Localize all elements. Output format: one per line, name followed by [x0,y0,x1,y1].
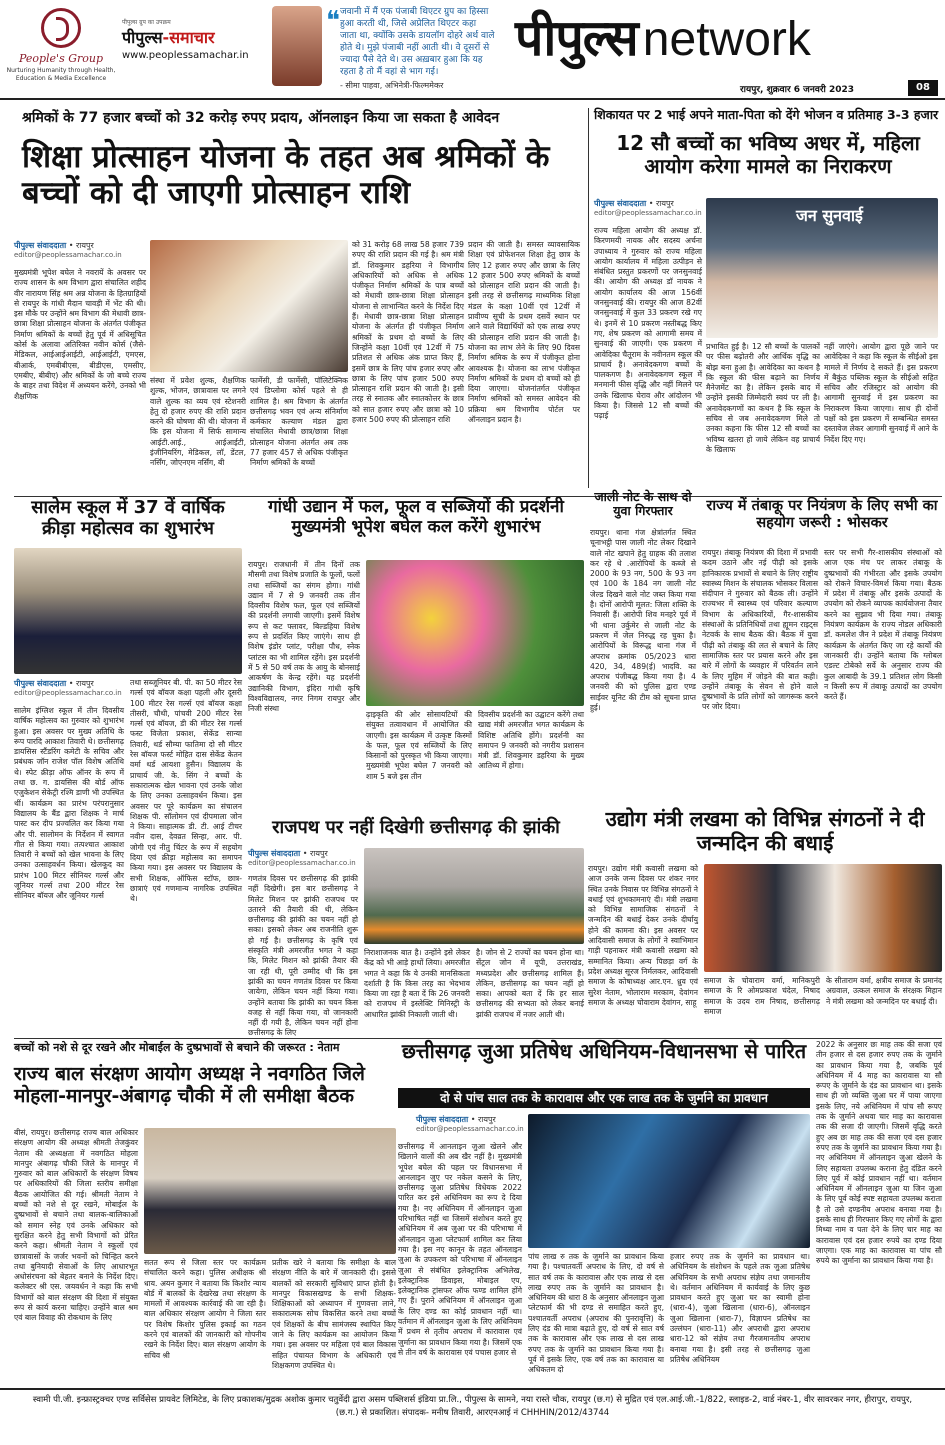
story5-headline: जाली नोट के साथ दो युवा गिरफ्तार [594,489,692,519]
story7-byline-block [248,848,358,867]
story4-headline: गांधी उद्यान में फल, फूल व सब्जियों की प्रदर्शनी मुख्यमंत्री भूपेश बघेल कल करेंगे शुभारंभ [268,497,564,537]
story2-col3: नहीं जाएंगे। आयोग द्वारा पूछे जाने पर आवेदिका ने कहा कि स्कूल के सीईओ इस मामले में निर्णय दे सकते हैं। इस प्रकरण में बैकुंठ पब्लिक स्कूल के सीईओ सहित सचिव और रजिस्ट्रार को आयोग की आगामी सुनवाई में इस प्रकरण का निराकरण किया जाएगा। साथ ही दोनों पक्षों को इस प्रकरण में सम्बन्धित समस्त दस्तावेज लेकर आगामी सुनवाई में आने के निर्देश दिए गए। [824,342,938,444]
story7-photo [364,848,584,944]
story2-photo [706,198,938,338]
story8-headline: उद्योग मंत्री लखमा को विभिन्न संगठनों ने दी जन्मदिन की बधाई [605,807,925,855]
ps-title-a: पीपुल्स [122,28,163,47]
peoples-group-logo [6,8,116,94]
brand-en: network [642,13,811,66]
story8-col2: समाज के चोवाराम वर्मा, मानिकपुरी समाज के रि ओमप्रकाश चंदेल, निषाद समाज के उदय राम निषाद, छत्तीसगढ़ समाज [704,976,820,1016]
story7-col1: गणतंत्र दिवस पर छत्तीसगढ़ की झांकी नहीं दिखेगी। इस बार छत्तीसगढ़ ने मिलेट मिशन पर झांकी राजपथ पर उतारने की तैयारी की थी, लेकिन छत्तीसगढ़ की झांकी का चयन नहीं हो सका। इसको लेकर अब राजनीति शुरू हो गई है। छत्तीसगढ़ के कृषि एवं संस्कृति मंत्री अमरजीत भगत ने कहा कि, मिलेट मिशन को झांकी तैयार की जा रही थी, पूरी उम्मीद थी कि इस झांकी का चयन गणतंत्र दिवस पर किया जायेगा, लेकिन चयन नहीं किया गया। उन्होंने बताया कि झांकी का चयन किस वजह से नहीं किया गया, वो जानकारी नहीं दी गयी है, लेकिन चयन नहीं होना छत्तीसगढ़ के लिए [248,874,358,1038]
story2-byline: पीपुल्स संवाददाता • रायपुर [594,199,674,208]
story10-col2: पांच लाख रु तक के जुर्माने का प्रावधान किया गया है। पश्चातवर्ती अपराध के लिए, दो वर्ष से सात वर्ष तक के कारावास और एक लाख से दस लाख रुपए तक के जुर्माने का प्रावधान है। अधिनियम की धारा 8 के अनुसार ऑनलाइन जुआ प्लेटफार्म की भी दण्ड से समाहित करते हुए, पश्चातवर्ती अपराध (अपराध की पुनरावृत्ति) के लिए दंड की मात्रा बढ़ाते हुए, दो वर्ष से सात वर्ष तक के कारावास और एक लाख से दस लाख रुपए तक के जुर्माने का प्रावधान किया गया है। पूर्व में इसके लिए, एक वर्ष तक का कारावास या अधिकतम दो [528,1252,664,1375]
story10-col4: 2022 के अनुसार छः माह तक की सजा एवं तीन हजार से दस हजार रुपए तक के जुर्माने का प्रावधान किया गया है, जबकि पूर्व अधिनियम में 4 माह का कारावास या सौ रूपए के जुर्माने के दंड का प्रावधान था। इसके साथ ही जो व्यक्ति जुआ घर में पाया जाएगा इसके लिए, नये अधिनियम में पांच सौ रूपए तक के जुर्माने अथवा चार माह का कारावास तक की सजा दी जाएगी। जिसमें वृद्धि करते हुए अब छः माह तक की सजा एवं दस हजार रुपए तक के जुर्माने का प्रावधान किया गया है। नए अधिनियम में ऑनलाइन जुआ खेलने के लिए सहायता उपलब्ध कराना हेतु दंडित करने लिए पूर्व में कोई प्रावधान नहीं था। वर्तमान अधिनियम में ऑनलाइन जुआ या जिन जुआ के लिए पूर्व कोई स्पष्ट सहायता उपलब्ध कराता है तो उसे दण्डनीय अपराध बनाया गया है। इसके साथ ही गिरफ्तार किए गए लोगों के द्वारा मिथ्या नाम व पता देने के लिए चार माह का कारावास एवं दस हजार रुपये का दण्ड दिया जाएगा। एक माह का कारावास या पांच सौ रुपये का जुर्माना का प्रावधान किया गया है। [816,1040,942,1266]
ps-title-b: समाचार [169,28,215,47]
story6-col1: रायपुर। तंबाकू नियंत्रण की दिशा में प्रभावी कदम उठाने और नई पीढ़ी को इसके हानिकारक प्रभावों से बचाने के लिए राष्ट्रीय स्वास्थ्य मिशन के संचालक भोसकर विलास संदीपान ने गुरुवार को बैठक ली। उन्होंने राज्यभर में स्वास्थ्य एवं परिवार कल्याण विभाग के अधिकारियों, गैर-शासकीय संस्थाओं के प्रतिनिधियों तथा ह्यूमन राइट्स नेटवर्क के साथ बैठक की। बैठक में युवा पीढ़ी को तंबाकू की लत से बचाने के लिए सामाजिक स्तर पर प्रयास करने और इस बारे में लोगों के व्यवहार में परिवर्तन लाने के लिए मुहिम में जोड़ने की बात कही। उन्होंने तंबाकू के सेवन से होने वाले दुष्प्रभावों के प्रति लोगों को जागरूक करने पर जोर दिया। [702,548,818,712]
story10-col3: हजार रुपए तक के जुर्माने का प्रावधान था। अधिनियम के संशोधन के पहले तक जुआ प्रतिषेध अधिनियम के सभी अपराध संज्ञेय तथा जमानतीय थे। वर्तमान अधिनियम में कार्यवाई के लिए कुछ प्रावधान करते हुए जुआ घर का स्वामी होना (धारा-4), जुआ खिलाना (धारा-6), ऑनलाइन जुआ खिलाना (धारा-7), विज्ञापन प्रतिषेध का उल्लंघन (धारा-11) और अपराधी द्वारा अपराध धारा-12 को संज्ञेय तथा गैरजमानतीय अपराध बनाया गया है। इसी तरह से छत्तीसगढ़ जुआ प्रतिषेध अधिनियम [670,1252,810,1364]
story3-photo [14,548,242,674]
story-tambaku [702,498,942,806]
quote-author-photo [272,6,322,86]
story9-photo [144,1128,396,1254]
story9-col2: सतत रूप से जिला स्तर पर कार्यक्रम संचालित करने कहा। पुलिस अधीक्षक श्री धाय. अयन कुमार ने बताया कि किशोर न्याय बोर्ड में बालकों के देखरेख तथा संरक्षण के मामलों में आवश्यक कार्रवाई की जा रही है। बाल अधिकार संरक्षण आयोग ने जिला स्तर पर विशेष किशोर पुलिस इकाई का गठन करने एवं बालकों की जानकारी को गोपनीय रखने के निर्देश दिए। बाल संरक्षण आयोग के सचिव श्री [144,1258,266,1360]
story1-photo [150,240,348,372]
story-lakhma-birthday [588,808,942,1036]
story-salem-school [14,498,242,1030]
dateline: रायपुर, शुक्रवार 6 जनवरी 2023 [740,85,855,95]
story7-email: editor@peoplessamachar.co.in [248,859,356,867]
story2-headline: 12 सौ बच्चों का भविष्य अधर में, महिला आयोग करेगा मामले का निराकरण [616,131,920,178]
quote-author: - सीमा पाहवा, अभिनेत्री-फिल्ममेकर [340,81,444,90]
story1-col5: प्रदान की जाती है। समस्त व्यावसायिक शिक्षा एवं प्रोफेशनल शिक्षा हेतु छात्र के लिए 12 हजार रुपए और छात्रा के लिए 12 हजार 500 रुपए श्रमिकों के बच्चों को प्रोत्साहन राशि प्रदान की जाती है। इसी तरह से छत्तीसगढ़ माध्यमिक शिक्षा मंडल के कक्षा 10वीं एवं 12वीं में प्रावीण्य सूची के प्रथम दसवें स्थान पर आने वाले विद्यार्थियों को एक लाख रुपए की प्रोत्साहन राशि प्रदान की जाती है। योजना का लाभ लेने के लिए 90 दिवस निर्माण श्रमिक के रूप में पंजीकृत होना आवश्यक है। योजना का लाभ पंजीकृत निर्माण श्रमिकों के प्रथम दो बच्चों को ही दिया जाएगा। योजनांतर्गत पंजीकृत निर्माण श्रमिकों को समस्त आवेदन की प्रक्रिया श्रम विभागीय पोर्टल पर ऑनलाइन प्रदान है। [468,240,580,425]
story8-photo [704,864,942,972]
peoples-samachar-logo[interactable] [122,18,267,61]
group-tagline: Nurturing Humanity through Health, Education & Media Excellence [6,67,116,82]
story-jua-pratishedh [398,1040,942,1384]
ps-small-label: पीपुल्स ग्रुप का उपक्रम [122,19,171,26]
story10-subhead: दो से पांच साल तक के कारावास और एक लाख तक के जुर्माने का प्रावधान [398,1088,810,1108]
story1-email: editor@peoplessamachar.co.in [14,251,122,259]
story10-headline: छत्तीसगढ़ जुआ प्रतिषेध अधिनियम-विधानसभा से पारित [401,1039,807,1063]
story7-headline: राजपथ पर नहीं दिखेगी छत्तीसगढ़ की झांकी [272,817,560,838]
story-jaali-note [588,490,698,806]
story2-col2: प्रभावित हुई है। 12 सौ बच्चों के पालकों पर फीस बढ़ोतरी और आर्थिक वृद्धि का बोझ बना हुआ है। आवेदिका का कथन है कि स्कूल की फीस बढ़ाने का निर्णय मैनेजमेंट का है। लेकिन इसके बाद में उन्होंने इसकी जिम्मेदारी स्वयं पर ली है। अनावेदकगणों का कथन है कि स्कूल के सचिव से जब अनावेदकगण मिले तो उनका कहना कि फीस 12 सौ बच्चों का भविष्य खतरा हो जाये लेकिन वह प्राचार्य के खिलाफ [706,342,820,454]
story9-kicker: बच्चों को नशे से दूर रखने और मोबाईल के दुष्प्रभावों से बचाने की जरूरत : नेताम [14,1041,340,1054]
brand-hi: पीपुल्स [515,9,638,67]
peoples-group-emblem-icon [41,8,81,48]
story1-headline: शिक्षा प्रोत्साहन योजना के तहत अब श्रमिकों के बच्चों को दी जाएगी प्रोत्साहन राशि [22,139,550,211]
story1-byline: पीपुल्स संवाददाता • रायपुर [14,241,94,250]
story9-col1: बीसं, रायपुर। छत्तीसगढ़ राज्य बाल अधिकार संरक्षण आयोग की अध्यक्ष श्रीमती तेजकुंवर नेताम की अध्यक्षता में नवगठित मोहला मानपुर अंबागढ़ चौकी जिले के मानपुर में गुरुवार को बाल अधिकारों के संरक्षण विषय पर अधिकारियों की जिला स्तरीय समीक्षा बैठक आयोजित की गई। श्रीमती नेताम ने बच्चों को नशे से दूर रखने, मोबाईल के दुष्प्रभावों से बचाने तथा बालक-बालिकाओं को समान स्नेह एवं उनके अधिकार को सुरक्षित करने हेतु सभी विभागों को प्रेरित करने कहा। श्रीमती नेताम ने स्कूलों एवं छात्रावासों के जर्जर भवनों को चिन्हित करने तथा बुनियादी सेवाओं के लिए आधारभूत अधोसंरचना को बेहतर बनाने के निर्देश दिए। कलेक्टर श्री एस. जयवर्धन ने कहा कि सभी विभागों को बाल संरक्षण की दिशा में संयुक्त रूप से कार्य करना चाहिए। उन्होंने बाल श्रम एवं बाल विवाह की रोकथाम के लिए [14,1128,138,1323]
story-mahila-ayog [592,106,942,496]
story10-photo [528,1114,810,1248]
story2-kicker: शिकायत पर 2 भाई अपने माता-पिता को देंगे भोजन व प्रतिमाह 3-3 हजार [594,107,939,122]
brand-logo [515,2,940,82]
story6-headline: राज्य में तंबाकू पर नियंत्रण के लिए सभी का सहयोग जरूरी : भोसकर [706,498,938,531]
ps-title: पीपुल्स-समाचार [122,28,215,47]
story8-col1: रायपुर। उद्योग मंत्री कवासी लखमा को आज उनके जन्म दिवस पर शंकर नगर स्थित उनके निवास पर विभिन्न संगठनों ने बधाई एवं शुभकामनाएं दी। मंत्री लखमा को विभिन्न सामाजिक संगठनों ने जन्मदिन की बधाई देकर उनके दीर्घायु होने की कामना की। इस अवसर पर आदिवासी समाज के लोगों ने स्वाभिमान गाड़ी पहनाकर मंत्री कवासी लखमा को सम्मानित किया। अन्य पिछड़ा वर्ग के प्रदेश अध्यक्ष सूरज निर्मलकर, आदिवासी समाज के कोषाध्यक्ष आर.एन. ध्रुव एवं सुरेश नेताम, भोलाराम मरकाम, देवांगन समाज के अध्यक्ष चोवाराम देवांगन, साहू [588,864,698,1007]
story7-col3: है। जोन से 2 राज्यों का चयन होना था। सेंट्रल जोन में यूपी, उत्तराखंड, मध्यप्रदेश और छत्तीसगढ़ शामिल हैं। लेकिन, छत्तीसगढ़ का चयन नहीं हो सका। आपको बता दें कि हर साल छत्तीसगढ़ की सभ्यता को लेकर बनाई झांकी राजपथ में नजर आती थी। [476,948,584,1019]
story6-col2: स्तर पर सभी गैर-शासकीय संस्थाओं को आज एक मंच पर लाकर तंबाकू के दुष्प्रभावों की गंभीरता और इसके उपयोग को रोकने विचार-विमर्श किया गया। बैठक में प्रदेश में तंबाकू और इसके उत्पादों के उपयोग को रोकने व्यापक कार्ययोजना तैयार करने का सुझाव भी दिया गया। तंबाकू नियंत्रण कार्यक्रम के राज्य नोडल अधिकारी डॉ. कमलेश जैन ने प्रदेश में तंबाकू नियंत्रण कार्यक्रम के अंतर्गत किए जा रहे कार्यों की जानकारी दी। उन्होंने बताया कि ग्लोबल एडल्ट टोबेको सर्वे के अनुसार राज्य की कुल आबादी के 39.1 प्रतिशत लोग किसी न किसी रूप में तंबाकू उत्पादों का उपयोग करते हैं। [824,548,942,702]
footer-line1: स्वामी पी.जी. इन्फ्रास्ट्रक्चर एण्ड सर्विसेस प्रायवेट लिमिटेड, के लिए प्रकाशक/मुद्रक अशोक कुमार चतुर्वेदी द्वारा असम पब्लिशर्स इंडिया प्रा.लि., पीपुल्स के सामने, नया रास्ते चौक, रायपुर (छ.ग) से मुद्रित एवं एल.आई.जी.-1/822, स्लाइड-2, वार्ड नंबर-1, वीर सावरकर नगर, हीरापुर, रायपुर, [32,1395,913,1405]
story1-col4: को 31 करोड़ 68 लाख 58 हजार 739 रुपए की राशि प्रदान की गई है। श्रम मंत्री डॉ. शिवकुमार डहरिया ने विभागीय अधिकारियों को अधिक से अधिक पंजीकृत निर्माण श्रमिकों के पात्र बच्चों को मेधावी छात्र-छात्रा शिक्षा प्रोत्साहन योजना से लाभान्वित करने के निर्देश दिए हैं। मेधावी छात्र-छात्रा शिक्षा प्रोत्साहन योजना के अंतर्गत ही पंजीकृत निर्माण श्रमिकों के प्रथम दो बच्चों के लिए जिन्होंने कक्षा 10वीं एवं 12वीं में 75 प्रतिशत से अधिक अंक प्राप्त किए हैं, इसमें छात्र के लिए पांच हजार रुपए और छात्रा के लिए पांच हजार 500 रुपए प्रोत्साहन राशि प्रदान की जाती है। इसी तरह से स्नातक और स्नातकोत्तर के छात्र को सात हजार रुपए और छात्रा को 10 हजार 500 रुपए की प्रोत्साहन राशि [352,240,464,425]
divider [588,108,589,488]
story-gandhi-udyan [248,498,584,810]
story2-photo-caption: जन सुनवाई [796,206,863,225]
story10-col1: छत्तीसगढ़ में आनलाइन जुआ खेलने और खिलाने वालों की अब खैर नहीं है। मुख्यमंत्री भूपेश बघेल की पहल पर विधानसभा में आनलाइन जुए पर नकेल कसने के लिए, छत्तीसगढ़ जुआ प्रतिषेध विधेयक 2022 पारित कर इसे अधिनियम का रूप दे दिया गया है। नए अधिनियम में ऑनलाइन जुआ परिभाषित नहीं था जिसमें संशोधन करते हुए अधिनियम में अब जुआ पर की परिभाषा में ऑनलाइन जुआ प्लेटफार्म शामिल कर लिया गया है। इस नए कानून के तहत ऑनलाइन जुआ के उपकरण को परिभाषा में ऑनलाइन जुआ से संबंधित इलेक्ट्रानिक अभिलेख, इलेक्ट्रानिक डिवाइस, मोबाइल एप, इलेक्ट्रानिक ट्रांसफर ऑफ फण्ड शामिल होंगे गए हैं। पुराने अधिनियम में ऑनलाइन जुआ के लिए दण्ड का कोई प्रावधान नहीं था। वर्तमान में ऑनलाइन जुआ के लिए अधिनियम में प्रथम से तृतीय अपराध में कारावास एवं जुर्माना का प्रावधान किया गया है। जिसमें एक से तीन वर्ष के कारावास एवं पचास हजार से [398,1142,522,1357]
ps-url[interactable]: www.peoplessamachar.in [122,50,249,61]
story-rajpath-jhanki [248,816,584,1036]
story2-email: editor@peoplessamachar.co.in [594,209,702,217]
story4-col3: दिवसीय प्रदर्शनी का उद्घाटन करेंगे तथा खाद्य मंत्री अमरजीत भगत कार्यक्रम के विशिष्ट अतिथि होंगे। प्रदर्शनी का समापन 9 जनवरी को नगरीय प्रशासन मंत्री डॉ. शिवकुमार डहरिया के मुख्य आतिथ्य में होगा। [478,710,584,771]
masthead [0,0,945,100]
story9-col3: प्रतीक खरे ने बताया कि समीक्षा के बाल संरक्षण नीति के बारे में जानकारी दी। इससे बालकों को सरकारी सुविधाएं प्राप्त होती है। मानपुर विकासखण्ड के सभी शिक्षक-शिक्षिकाओं को अध्यापन में गुणवत्ता लाने, सकारात्मक सोच विकसित करने तथा बच्चों एवं शिक्षकों के बीच सामंजस्य स्थापित किए जाने के लिए कार्यक्रम का आयोजन किया गया। इस अवसर पर महिला एवं बाल विकास सहित पंचायत विभाग के अधिकारी एवं शिक्षकगण उपस्थित थे। [272,1258,396,1370]
story2-col1: राज्य महिला आयोग की अध्यक्ष डॉ. किरणमयी नायक और सदस्य अर्चना उपाध्याय ने गुरुवार को राज्य महिला आयोग कार्यालय में महिला उत्पीड़न से संबंधित प्रस्तुत प्रकरणों पर जनसुनवाई की। आयोग की अध्यक्ष डॉ नायक ने आयोग कार्यालय की आज 156वीं जनसुनवाई की। रायपुर की आज 82वीं जनसुनवाई में कुल 33 प्रकरण रखे गए थे। इनमें से 10 प्रकरण नस्तीबद्ध किए गए, शेष प्रकरण को आगामी समय में सुनवाई की जाएगी। एक प्रकरण में आवेदिका चैतूराम के नवीनतम स्कूल की प्राचार्य है। अनावेदकगण बच्चों के पालकगण है। अनावेदकगण स्कूल में मनमानी फीस वृद्धि और नहीं मिलने पर उनके खिलाफ घेराव और आंदोलन भी किया है। जिससे 12 सौ बच्चों की पढ़ाई [594,226,702,421]
story3-email: editor@peoplessamachar.co.in [14,689,122,697]
story7-byline: पीपुल्स संवाददाता • रायपुर [248,849,328,858]
story3-col2: तथा सब्जूनियर बी. पी. का 50 मीटर रेस गर्ल्स एवं बॉयज कक्षा पहली और दूसरी 100 मीटर रेस गर्ल्स एवं बॉयज कक्षा तीसरी, चौथी, पांचवी 200 मीटर रेस गर्ल्स एवं बॉयज, डी की मीटर रेस गर्ल्स फस्ट विजेता प्रकाश, सेकेंड सान्या तिवारी, थर्ड सौम्या फातिमा दो सौ मीटर रेस बॉयज फर्स्ट मोहित दास सेकेंड केतन वर्मा थर्ड आयशा हुसैन। विद्यालय के प्राचार्य जी. के. सिंग ने बच्चों के सकारात्मक खेल भावना एवं उनके जोश के लिए उनका उत्साहवर्धन किया। इस अवसर पर पूरे कार्यक्रम का संचालन शिक्षक पी. सॉलोमन एवं दीपमाला जोन ने किया। साहात्मक डी. टी. आई टीचर नवीन दास, देवव्रत सिन्हा, आर. पी. जोगी एवं नीतु चिंटर के रूप में सहयोग दिया एवं क्रीड़ा महोत्सव का समापन किया गया। इस अवसर पर विद्यालय के सभी शिक्षक, ऑफिस स्टॉफ, छात्र-छात्राएं एवं गणमान्य नागरिक उपस्थित थे। [130,678,242,904]
story3-headline: सालेम स्कूल में 37 वें वार्षिक क्रीड़ा महोत्सव का शुभारंभ [31,497,225,539]
story1-col3: फार्मेसी, डी फार्मेसी, पॉलिटेक्निक एवं डिप्लोमा कोर्स पहले से ही शामिल है। श्रम विभाग के अंतर्गत छत्तीसगढ़ भवन एवं अन्य संनिर्माण कर्मकार कल्याण मंडल द्वारा संचालित मेधावी छात्र/छात्रा शिक्षा प्रोत्साहन योजना अंतर्गत अब तक 77 हजार 457 से अधिक पंजीकृत निर्माण श्रमिकों के बच्चों [250,376,348,468]
story1-col1: मुख्यमंत्री भूपेश बघेल ने नवरायें के अवसर पर राज्य शासन के श्रम विभाग द्वारा संचालित शहीद वीर नारायण सिंह श्रम अन्न योजना के हितग्राहियों से रायपुर के गांधी मैदान चावड़ी में भेंट की थी। इस मौके पर उन्होंने श्रम विभाग की मेधावी छात्र-छात्रा शिक्षा प्रोत्साहन योजना के अंतर्गत पंजीकृत निर्माण श्रमिकों के बच्चों हेतु पूर्व में अधिसूचित कोर्स के अलावा अतिरिक्त नवीन कोर्स (जैसे-मेडिकल, आईआईआईटी, आईआईटी, एमएस, बीआर्क, एमबीबीएस, बीडीएस, एमसीए, एमबीए, बीबीए) और श्रमिकों के जो बच्चे राज्य के बाहर तथा विदेश में अध्ययन करेंगे, उनको भी शैक्षणिक [14,268,146,401]
quote-text: जवानी में मैं एक पंजाबी थिएटर ग्रुप का हिस्सा हुआ करती थी, जिसे अप्रेलित थिएटर कहा जाता था, क्योंकि उसके डायलॉग दोहरे अर्थ वाले होते थे। मुझे पंजाबी नहीं आती थी। वे दूसरों से ज्यादा पैसे देते थे। उस अख़बार हुआ कि यह रहता है तो मैं वहां से भाग गई। [340,7,495,77]
story8-col3: के सीताराम वर्मा, क्षत्रीय समाज के प्रमानंद अग्रवाल, उत्कल समाज के संरक्षक मिहान ने मंत्री लखमा को जन्मदिन पर बधाई दी। [826,976,942,1006]
story3-col1: सालेम इंग्लिश स्कूल में तीन दिवसीय वार्षिक महोत्सव का गुरुवार को शुभारंभ हुआ। इस अवसर पर मुख्य अतिथि के रूप पारदि आकाश तिवारी थे। छत्तीसगढ़ डायसिस स्टैंडरिंग कमेटी के सचिव और प्रबंधक जॉन राजेश पॉल विशेष अतिथि थे। स्पेट क्रीड़ा ऑफ ऑनर के रूप में तथा छ. ग. डायसिस की बोर्ड ऑफ एजुकेशन सेकेट्री रश्मि डाणी भी उपस्थित थीं। कार्यक्रम का प्रारंभ परंपरानुसार विद्यालय के बैंड द्वारा शिक्षक ने मार्च पास्ट कर दीप प्रज्वलित कर किया गया और पी. सालोमन के निर्देशन में स्वागत गीत से किया गया। तत्पश्चात आकाश तिवारी ने बच्चों को खेल भावना के लिए उनका उत्साहवर्धन किया। खेलकूद का प्रारंभ 100 मिटर सीनियर गर्ल्स और जूनियर गर्ल्स तथा 200 मीटर रेस सीनियर बॉयज और जूनियर गर्ल्स [14,706,124,901]
story-bal-sanrakshan [14,1040,396,1384]
quote-mark-icon: ❝ [326,6,340,36]
story1-kicker: श्रमिकों के 77 हजार बच्चों को 32 करोड़ रुपए प्रदाय, ऑनलाइन किया जा सकता है आवेदन [22,110,500,126]
story4-col1: रायपुर। राजधानी में तीन दिनों तक मौसमी तथा विशेष प्रजाति के फूलों, फलों तथा सब्जियों का संगम होगा। गांधी उद्यान में 7 से 9 जनवरी तक तीन दिवसीय विशेष फल, फूल एवं सब्जियों की प्रदर्शनी लगायी जाएगी। इसमें विशेष रूप से कट फ्लावर, बिल्डहिया विशेष रूप से प्रदर्शित किए जाएंगे। साथ ही विशेष इंडोर प्लांट, परीक्षा पौध, स्नेक प्लांटस का भी शामिल रहेंगे। इस प्रदर्शनी में 5 से 50 वर्ष तक के आयु के बोनसाई आकर्षण के केन्द्र रहेंगे। यह प्रदर्शनी उद्यानिकी विभाग, इंदिरा गांधी कृषि विश्वविद्यालय, नगर निगम रायपुर और निजी संस्था [248,560,360,714]
imprint-footer [0,1388,945,1445]
story4-photo [366,560,584,706]
story7-col2: निराशाजनक बात है। उन्होंने इसे लेकर केंद्र को भी आड़े हाथों लिया। अमरजीत भगत ने कहा कि ये उनकी मानसिकता दर्शाती है कि किस तरह का भेदभाव किया जा रहा है बता दें कि 26 जनवरी को राजपथ में इस्लेक्टि मिनिस्ट्री के आधारित झांकी निकाली जाती थी। [364,948,470,1019]
story4-col2: ढ़ाइकृति की ओर सोसायटियों की संयुक्त तत्वावधान में आयोजित की जाएगी। इस कार्यक्रम में उत्कृष्ट किस्मों के फल, फूल एवं सब्जियों के लिए किसानों को पुरस्कृत भी किया जाएगा। मुख्यमंत्री भूपेश बघेल 7 जनवरी को शाम 5 बजे इस तीन [366,710,472,781]
story1-col2: संस्था में प्रवेश शुल्क, शैक्षणिक शुल्क, भोजन, छात्रावास पर लगने वाले शुल्क का व्यय एवं स्टेशनरी हेतु दो हजार रुपए की राशि प्रदान करने की घोषणा की थी। योजना में कि इस योजना में सिर्फ सामान्य आईटी.आई., आईआईटी, इंजीनियरिंग, मेडिकल, लॉ, डेंटल, नर्सिंग, जोएनएम नर्सिंग, बी [150,376,246,468]
story-shiksha-protsahan [0,108,585,500]
story3-byline: पीपुल्स संवाददाता • रायपुर [14,679,94,688]
page-number: 08 [908,80,938,96]
story5-col1: रायपुर। थाना गंज क्षेत्रांतर्गत स्थित चूनाभट्ठी पास जाली नोट लेकर दिखाने वाले नोट खपाने हेतु ग्राहक की तलाश कर रहे थे .आरोपियों के कब्जे से 2000 के 93 नग, 500 के 93 नग एवं 100 के 184 नग जाली नोट जेल्ड दिखने वाले नोट जब्त किया गया है। दोनों आरोपी मूलत: जिला शक्ति के निवासी हैं। आरोपी शिव मनहरे पूर्व में भी थाना उर्कुमेर से जाली नोट के प्रकरण में जेल निरुद्ध रह चुका है। आरोपियों के विरूद्ध थाना गंज में अपराध क्रमांक 05/2023 धारा 420, 34, 489(ई) भादवि. का अपराध पंजीबद्ध किया गया है। 4 जनवरी की को पुलिस द्वारा एण्ड साईवर यूनिट की टीम को सूचना प्राप्त हुई। [590,528,696,713]
story9-headline: राज्य बाल संरक्षण आयोग अध्यक्ष ने नवगठित जिले मोहला-मानपुर-अंबागढ़ चौकी में ली समीक्षा बैठक [14,1063,365,1107]
footer-line2: (छ.ग.) से प्रकाशित। संपादक- मनीष तिवारी, आरएनआई नं CHHHIN/2012/43744 [335,1408,610,1418]
group-name: People's Group [18,52,104,65]
story3-byline-block [14,678,124,697]
story10-email: editor@peoplessamachar.co.in [416,1125,524,1133]
story1-byline-block [14,240,146,259]
story10-byline-block [416,1114,526,1133]
story10-byline: पीपुल्स संवाददाता • रायपुर [416,1115,496,1124]
